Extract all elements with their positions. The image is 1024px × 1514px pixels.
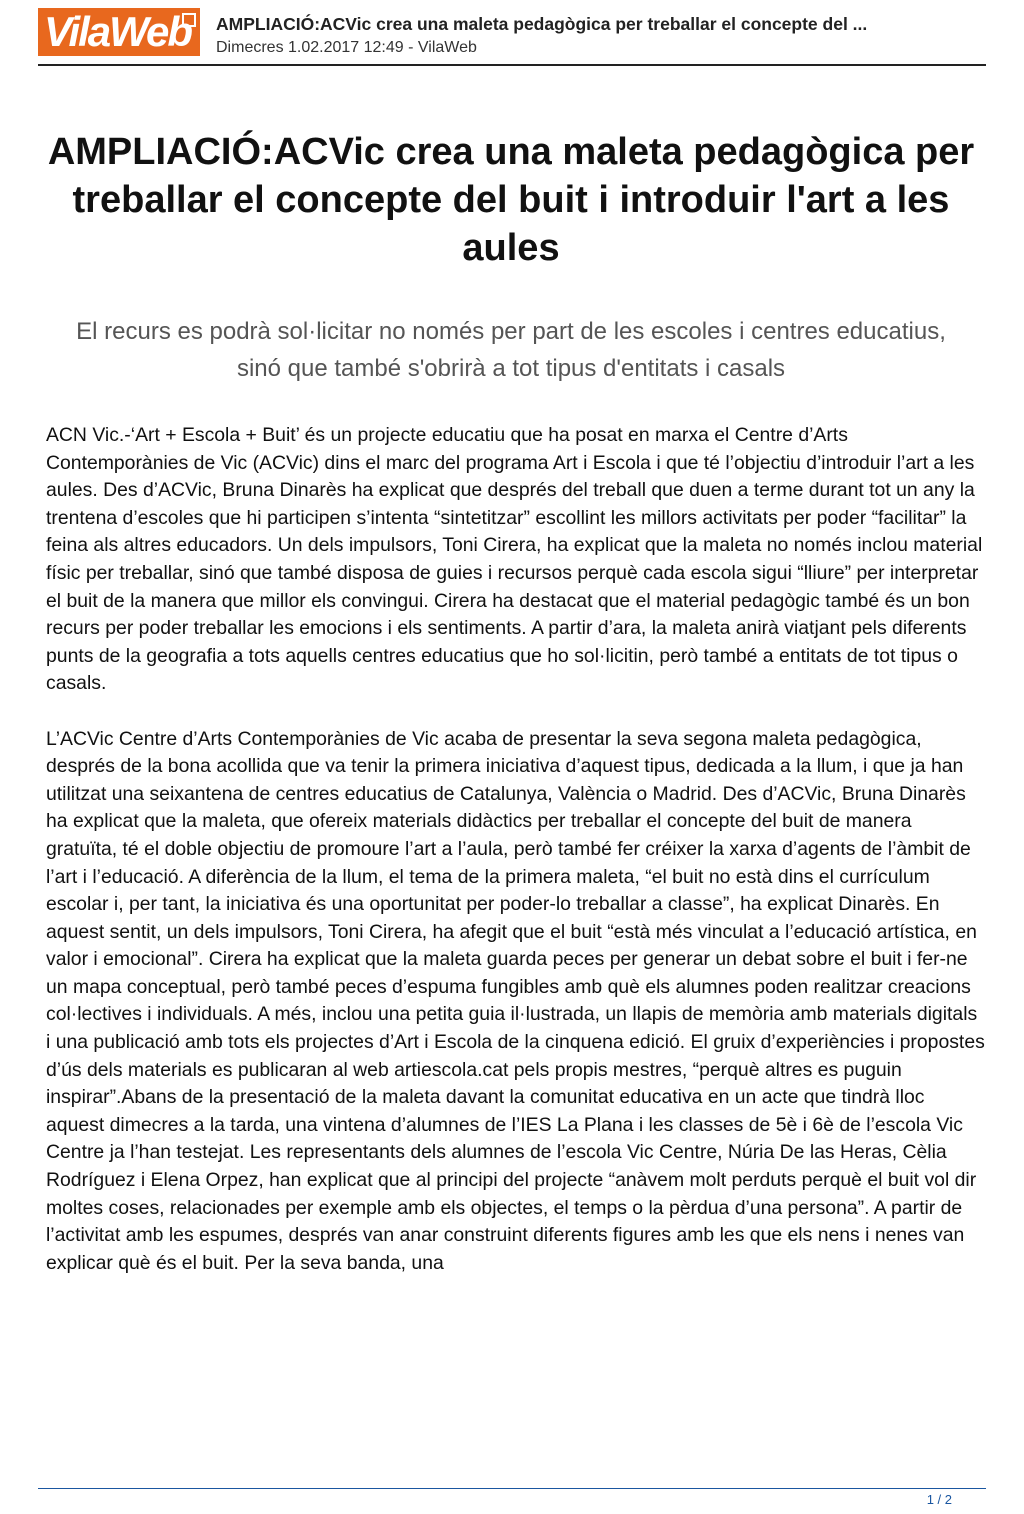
vilaweb-logo[interactable] [38, 8, 200, 56]
header-title: AMPLIACIÓ:ACVic crea una maleta pedagògica per treballar el concepte del ... [216, 14, 868, 34]
page-number: 1 / 2 [926, 1492, 952, 1507]
page-header [38, 6, 986, 66]
logo-text: VilaWeb [44, 8, 192, 55]
header-date-source: Dimecres 1.02.2017 12:49 - VilaWeb [216, 39, 477, 56]
article-title: AMPLIACIÓ:ACVic crea una maleta pedagògica per treballar el concepte del buit i introduir l'art a les aules [47, 131, 975, 269]
article-body [46, 422, 986, 1277]
footer-divider [38, 1488, 986, 1489]
article-paragraph: L’ACVic Centre d’Arts Contemporànies de Vic acaba de presentar la seva segona maleta pedagògica, després de la bona acollida que va tenir la primera iniciativa d’aquest tipus, dedicada a la llum, i que ja han utilitzat una seixantena de centres educatius de Catalunya, València o Madrid. Des d’ACVic, Bruna Dinarès ha explicat que la maleta, que ofereix materials didàctics per treballar el concepte del buit de manera gratuïta, té el doble objectiu de promoure l’art a l’aula, però també fer créixer la xarxa d’agents de l’àmbit de l’art i l’educació. A diferència de la llum, el tema de la primera maleta, “el buit no està dins el currículum escolar i, per tant, la iniciativa és una oportunitat per poder-lo treballar a classe”, ha explicat Dinarès. En aquest sentit, un dels impulsors, Toni Cirera, ha afegit que el buit “està més vinculat a l’educació artística, en valor i emocional”. Cirera ha explicat que la maleta guarda peces per generar un debat sobre el buit i fer-ne un mapa conceptual, però també peces d’espuma fungibles amb què els alumnes poden realitzar creacions col·lectives i individuals. A més, inclou una petita guia il·lustrada, un llapis de memòria amb materials digitals i una publicació amb tots els projectes d’Art i Escola de la cinquena edició. El gruix d’experiències i propostes d’ús dels materials es publicaran al web artiescola.cat pels propis mestres, “perquè altres es puguin inspirar”.Abans de la presentació de la maleta davant la comunitat educativa en un acte que tindrà lloc aquest dimecres a la tarda, una vintena d’alumnes de l’IES La Plana i les classes de 5è i 6è de l’escola Vic Centre ja l’han testejat. Les representants dels alumnes de l’escola Vic Centre, Núria De las Heras, Cèlia Rodríguez i Elena Orpez, han explicat que al principi del projecte “anàvem molt perduts perquè el buit vol dir moltes coses, relacionades per exemple amb els objectes, el temps o la pèrdua d’una persona”. A partir de l’activitat amb les espumes, després van anar construint diferents figures amb les que els nens i nenes van explicar què és el buit. Per la seva banda, una [46, 727, 985, 1274]
article-subtitle: El recurs es podrà sol·licitar no només per part de les escoles i centres educatius, sinó que també s'obrirà a tot tipus d'entitats i casals [76, 318, 946, 382]
logo-mark-icon [182, 13, 196, 27]
article-paragraph: ACN Vic.-‘Art + Escola + Buit’ és un projecte educatiu que ha posat en marxa el Centre d’Arts Contemporànies de Vic (ACVic) dins el marc del programa Art i Escola i que té l’objectiu d’introduir l’art a les aules. Des d’ACVic, Bruna Dinarès ha explicat que després del treball que duen a terme durant tot un any la trentena d’escoles que hi participen s’intenta “sintetitzar” escollint les millors activitats per poder “facilitar” la feina als altres educadors. Un dels impulsors, Toni Cirera, ha explicat que la maleta no només inclou material físic per treballar, sinó que també disposa de guies i recursos perquè cada escola sigui “lliure” per interpretar el buit de la manera que millor els convingui. Cirera ha destacat que el material pedagògic també és un bon recurs per poder treballar les emocions i els sentiments. A partir d’ara, la maleta anirà viatjant pels diferents punts de la geografia a tots aquells centres educatius que ho sol·licitin, però també a entitats de tot tipus o casals. [46, 424, 983, 695]
